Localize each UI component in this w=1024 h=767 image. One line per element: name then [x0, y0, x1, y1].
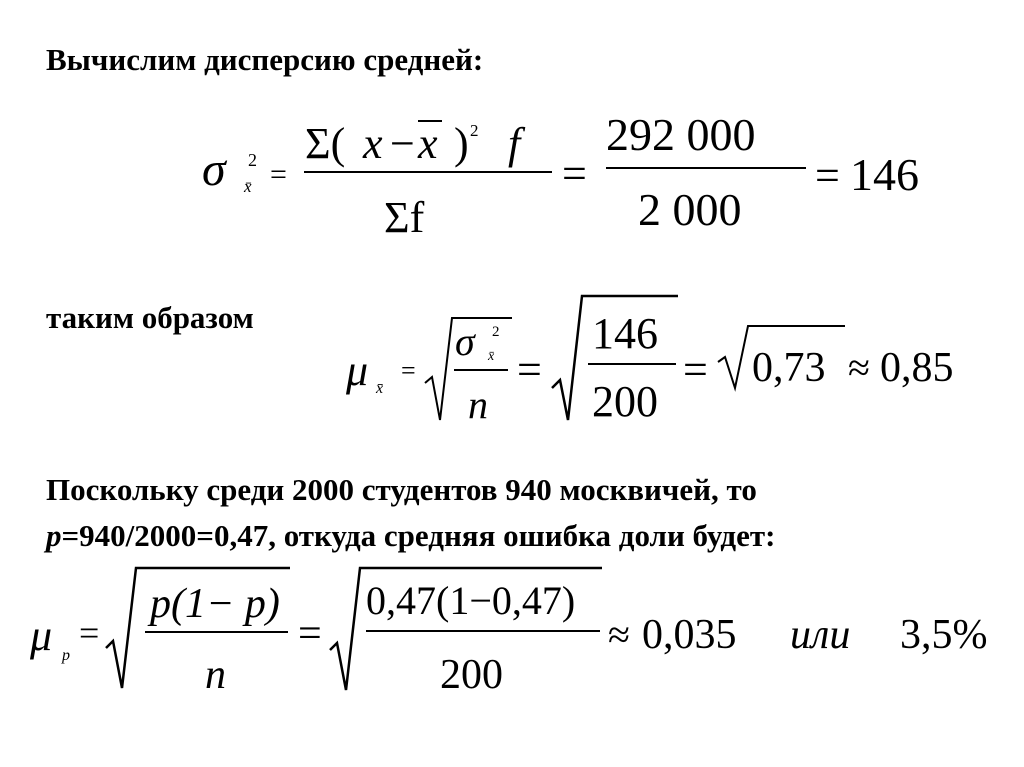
rad1-sup: 2 — [492, 324, 500, 340]
paragraph-line-1: Поскольку среди 2000 студентов 940 москвичей, то — [46, 472, 757, 507]
rad1-sigma: σ — [455, 319, 475, 364]
frac2-num: 292 000 — [606, 109, 756, 160]
num-xbar: x — [418, 119, 438, 168]
sigma-sup: 2 — [248, 150, 257, 170]
approx-1: ≈ — [848, 345, 870, 390]
mu-p-sub: p — [62, 647, 70, 664]
equals-8: = — [298, 611, 322, 657]
heading-variance: Вычислим дисперсию средней: — [46, 42, 484, 77]
equals-7: = — [79, 613, 100, 653]
percent-result: 3,5% — [900, 612, 988, 658]
sigma-sub: x̄ — [244, 177, 252, 196]
variance-result: 146 — [850, 149, 919, 200]
num-minus: − — [390, 119, 415, 168]
equals-6: = — [683, 345, 708, 394]
approx-2: ≈ — [608, 612, 630, 657]
proportion-result: 0,035 — [642, 612, 737, 658]
rad1-sub: x̄ — [488, 349, 495, 364]
equals-4: = — [401, 356, 416, 385]
frac2-den: 2 000 — [638, 184, 742, 235]
mu-sub: x̄ — [376, 380, 384, 397]
rad1-den: n — [468, 382, 488, 427]
rad2-den: 200 — [592, 377, 658, 426]
paragraph-line-2-rest: =940/2000=0,47, откуда средняя ошибка доли будет: — [61, 518, 776, 553]
rad2-num: 146 — [592, 309, 658, 358]
rad5-num: 0,47(1−0,47) — [366, 578, 576, 623]
mu-p-symbol: μ — [30, 611, 53, 660]
sigma-symbol: σ — [202, 143, 226, 196]
equals-1: = — [270, 158, 287, 191]
num-close: ) — [454, 119, 469, 168]
rad4-den: n — [205, 652, 226, 698]
mu-symbol: μ — [346, 346, 369, 395]
rad5-den: 200 — [440, 652, 503, 698]
num-f: f — [508, 119, 521, 168]
heading-thus: таким образом — [46, 300, 254, 335]
equals-2: = — [562, 149, 587, 198]
equals-5: = — [517, 345, 542, 394]
num-exp: 2 — [470, 121, 479, 140]
rad3-value: 0,73 — [752, 345, 826, 391]
or-word: или — [790, 612, 851, 658]
num-x: x — [363, 119, 383, 168]
den: Σf — [384, 193, 425, 242]
num-sum: Σ( — [305, 119, 346, 168]
equals-3: = — [815, 151, 840, 200]
error-mean-result: 0,85 — [880, 345, 954, 391]
rad4-num: p(1− p) — [150, 581, 280, 627]
p-variable: p — [46, 518, 62, 553]
